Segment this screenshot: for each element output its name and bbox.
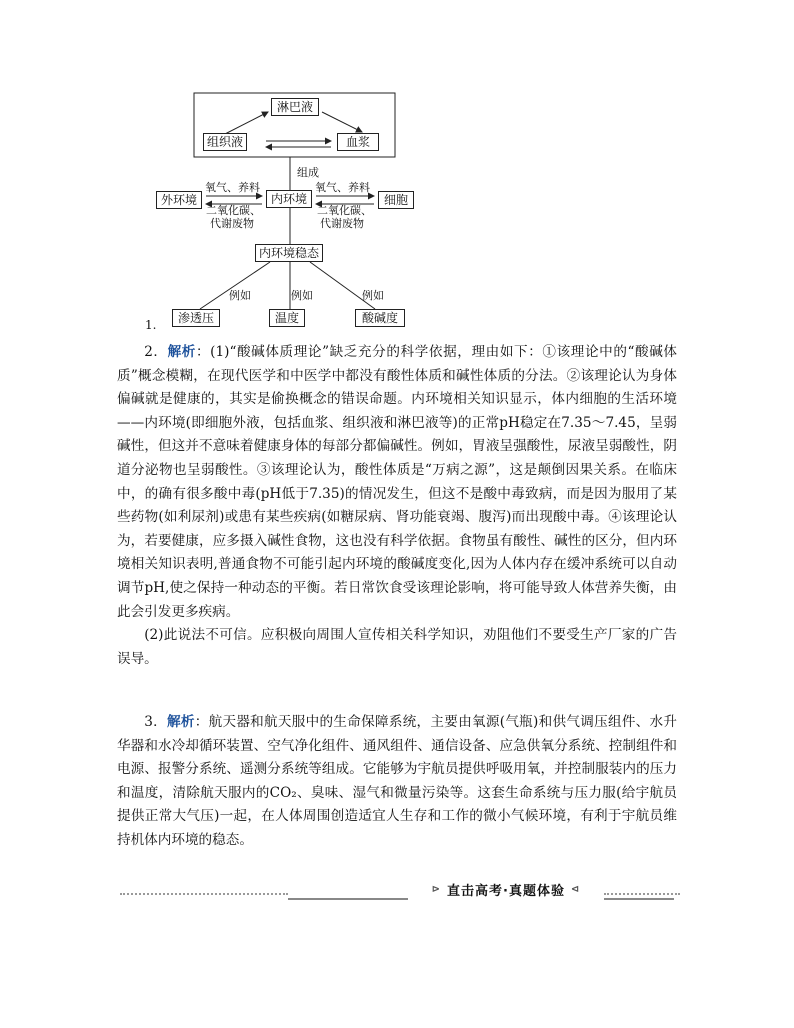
box-homeostasis: 内环境稳态 bbox=[255, 244, 323, 262]
box-internal-env: 内环境 bbox=[266, 190, 312, 208]
label-right-bottom-1: 二氧化碳、 bbox=[317, 204, 372, 217]
label-example-2: 例如 bbox=[291, 289, 313, 302]
answer-2-para-2: (2)此说法不可信。应积极向周围人宣传相关科学知识，劝阻他们不要受生产厂家的广告误导。 bbox=[117, 627, 677, 667]
label-example-1: 例如 bbox=[229, 289, 251, 302]
label-compose: 组成 bbox=[297, 166, 319, 179]
box-osmotic-pressure: 渗透压 bbox=[172, 309, 220, 327]
answer-3-number: 3． bbox=[144, 714, 167, 730]
label-right-bottom-2: 代谢废物 bbox=[320, 217, 364, 230]
box-external-env: 外环境 bbox=[156, 191, 202, 209]
concept-map-lines bbox=[0, 0, 794, 340]
label-example-3: 例如 bbox=[362, 289, 384, 302]
banner-title-wrap bbox=[408, 880, 604, 898]
banner-dotted-rule-right bbox=[604, 893, 680, 895]
box-temperature: 温度 bbox=[269, 309, 305, 327]
answer-2-keyword: 解析 bbox=[167, 344, 196, 360]
box-plasma: 血浆 bbox=[337, 133, 379, 151]
label-left-top: 氧气、养料 bbox=[205, 181, 260, 194]
triangle-left-icon: ⊲ bbox=[570, 883, 581, 895]
answer-2-text-1: ：(1)“酸碱体质理论”缺乏充分的科学依据，理由如下：①该理论中的“酸碱体质”概念模糊，在现代医学和中医学中都没有酸性体质和碱性体质的分法。②该理论认为身体偏碱就是健康的，其实是偷换概念的错误命题。内环境相关知识显示，体内细胞的生活环境——内环境(即细胞外液，包括血浆、组织液和淋巴液等)的正常pH稳定在7.35～7.45，呈弱碱性，但这并不意味着健康身体的每部分都偏碱性。例如，胃液呈强酸性，尿液呈弱酸性，阴道分泌物也呈弱酸性。③该理论认为，酸性体质是“万病之源”，这是颠倒因果关系。在临床中，的确有很多酸中毒(pH低于7.35)的情况发生，但这不是酸中毒致病，而是因为服用了某些药物(如利尿剂)或患有某些疾病(如糖尿病、肾功能衰竭、腹泻)而出现酸中毒。④该理论认为，若要健康，应多摄入碱性食物，这也没有科学依据。食物虽有酸性、碱性的区分，但内环境相关知识表明,普通食物不可能引起内环境的酸碱度变化,因为人体内存在缓冲系统可以自动调节pH,使之保持一种动态的平衡。若日常饮食受该理论影响，将可能导致人体营养失衡，由此会引发更多疾病。 bbox=[117, 344, 678, 620]
section-banner bbox=[120, 878, 680, 900]
item-number-1: 1. bbox=[145, 318, 157, 332]
answer-3-text-1: ：航天器和航天服中的生命保障系统，主要由氧源(气瓶)和供气调压组件、水升华器和水冷却循环装置、空气净化组件、通风组件、通信设备、应急供氧分系统、控制组件和电源、报警分系统、遥测分系统等组成。它能够为宇航员提供呼吸用氧，并控制服装内的压力和温度，清除航天服内的CO₂、臭味、湿气和微量污染等。这套生命系统与压力服(给宇航员提供正常大气压)一起，在人体周围创造适宜人生存和工作的微小气候环境，有利于宇航员维持机体内环境的稳态。 bbox=[117, 714, 678, 848]
label-right-top: 氧气、养料 bbox=[315, 181, 370, 194]
banner-dotted-rule-left bbox=[120, 893, 288, 895]
box-lymph: 淋巴液 bbox=[271, 98, 319, 116]
box-tissue-fluid: 组织液 bbox=[203, 133, 247, 151]
label-left-bottom-2: 代谢废物 bbox=[210, 217, 254, 230]
box-ph: 酸碱度 bbox=[355, 309, 405, 327]
answer-3 bbox=[117, 711, 677, 853]
answer-3-keyword: 解析 bbox=[166, 714, 195, 730]
box-cell: 细胞 bbox=[378, 191, 414, 209]
triangle-right-icon: ⊳ bbox=[431, 883, 442, 895]
internal-environment-concept-map bbox=[0, 0, 794, 340]
banner-rule-left bbox=[288, 898, 408, 900]
answer-2-para-1 bbox=[117, 341, 677, 624]
answer-2-number: 2． bbox=[144, 344, 168, 360]
answer-3-para-1 bbox=[117, 711, 677, 853]
banner-rule-right bbox=[604, 898, 674, 900]
label-left-bottom-1: 二氧化碳、 bbox=[206, 204, 261, 217]
banner-title: 直击高考·真题体验 bbox=[447, 883, 565, 899]
answer-2 bbox=[117, 341, 677, 671]
